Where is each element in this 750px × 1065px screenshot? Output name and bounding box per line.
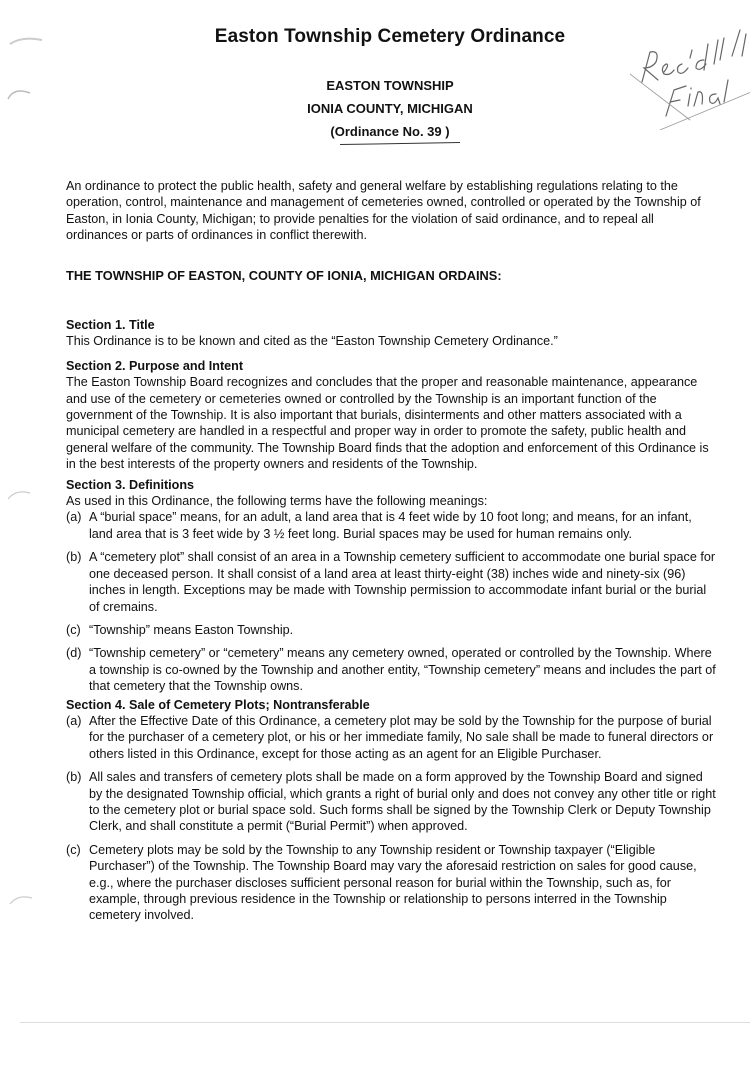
document-title: Easton Township Cemetery Ordinance xyxy=(214,26,566,47)
item-text: “Township” means Easton Township. xyxy=(89,622,294,637)
item-text: A “cemetery plot” shall consist of an area in a Township cemetery sufficient to accommodate one burial space for one deceased person. It shall consist of a land area at least thirty-eight (38) inches wide and ninety-six (96) inches in length. Exceptions may be made with Township permission to accommodate infant burial or the burial of cremains. xyxy=(89,550,716,614)
item-label: (c) xyxy=(66,622,81,637)
definition-item xyxy=(66,509,716,542)
section-3 xyxy=(66,477,716,695)
ordains-heading: THE TOWNSHIP OF EASTON, COUNTY OF IONIA, MICHIGAN ORDAINS: xyxy=(66,268,502,283)
sale-item xyxy=(66,842,716,924)
section-heading: Section 1. Title xyxy=(66,318,155,332)
section-heading: Section 3. Definitions xyxy=(66,477,195,492)
section-1 xyxy=(66,317,716,350)
item-label: (b) xyxy=(66,770,82,785)
item-text: All sales and transfers of cemetery plots shall be made on a form approved by the Township Board and signed by the designated Township official, which grants a right of burial only and does not convey any other title or right to the cemetery plot or burial space sold. Such forms shall be signed by the Township Clerk or Deputy Township Clerk, and shall constitute a permit (“Burial Permit”) when approved. xyxy=(89,770,716,834)
section-paragraph: The Easton Township Board recognizes and concludes that the proper and reasonable maintenance, appearance and use of the cemetery or cemeteries owned or controlled by the Township is an important function of the government of the Township. It is also important that burials, disinterments and other matters associated with a municipal cemetery are handled in a respectful and proper way in order to promote the safety, public health and general welfare of the community. The Township Board finds that the adoption and enforcement of this Ordinance is in the best interests of the property owners and residents of the Township. xyxy=(66,375,709,472)
sale-item xyxy=(66,713,716,762)
definition-item xyxy=(66,549,716,615)
header-underline xyxy=(340,142,460,145)
section-heading: Section 2. Purpose and Intent xyxy=(66,358,244,373)
header-ordinance-number: (Ordinance No. 39 ) xyxy=(330,124,450,139)
section-2 xyxy=(66,358,716,473)
item-text: Cemetery plots may be sold by the Township to any Township resident or Township taxpayer (“Eligible Purchaser”) of the Township. The Township Board may vary the aforesaid restriction on sales for good cause, e.g., where the purchaser discloses sufficient personal reason for burial within the Township, such as, for example, through previous residence in the Township or relationship to persons interred in the Township cemetery involved. xyxy=(89,842,697,923)
section-4 xyxy=(66,697,716,924)
item-label: (a) xyxy=(66,510,82,525)
section-heading: Section 4. Sale of Cemetery Plots; Nontransferable xyxy=(66,697,370,712)
section-paragraph: As used in this Ordinance, the following terms have the following meanings: xyxy=(66,494,488,509)
binder-hole-mark-icon xyxy=(6,890,36,914)
header-county: IONIA COUNTY, MICHIGAN xyxy=(307,101,473,116)
item-text: After the Effective Date of this Ordinance, a cemetery plot may be sold by the Township for the purpose of burial for the purchaser of a cemetery plot, or his or her immediate family, No sale shall be made to funeral directors or others listed in this Ordinance, except for those acting as an agent for an Eligible Purchaser. xyxy=(89,713,714,761)
sections-container xyxy=(66,317,716,931)
item-label: (b) xyxy=(66,550,82,565)
binder-hole-mark-icon xyxy=(4,485,34,509)
item-label: (c) xyxy=(66,842,81,857)
item-label: (a) xyxy=(66,713,82,728)
definition-item xyxy=(66,622,716,638)
definition-item xyxy=(66,645,716,694)
item-label: (d) xyxy=(66,646,82,661)
section-paragraph: This Ordinance is to be known and cited as the “Easton Township Cemetery Ordinance.” xyxy=(66,334,558,349)
item-text: “Township cemetery” or “cemetery” means any cemetery owned, operated or controlled by the Township. Where a township is co-owned by the Township and another entity, “Township cemetery” means and includes the part of that cemetery that the Township owns. xyxy=(89,646,716,694)
item-text: A “burial space” means, for an adult, a land area that is 4 feet wide by 10 foot long; and means, for an infant, land area that is 3 feet wide by 3 ½ feet long. Burial spaces may be used for human remains only. xyxy=(89,510,692,541)
intro-paragraph: An ordinance to protect the public health, safety and general welfare by establishing regulations relating to the operation, control, maintenance and management of cemeteries owned, controlled or operated by the Township of Easton, in Ionia County, Michigan; to provide penalties for the violation of said ordinance, and to repeal all ordinances or parts of ordinances in conflict therewith. xyxy=(66,179,701,243)
sale-item xyxy=(66,769,716,835)
header-township: EASTON TOWNSHIP xyxy=(326,78,454,93)
page-bottom-edge xyxy=(20,1022,750,1023)
